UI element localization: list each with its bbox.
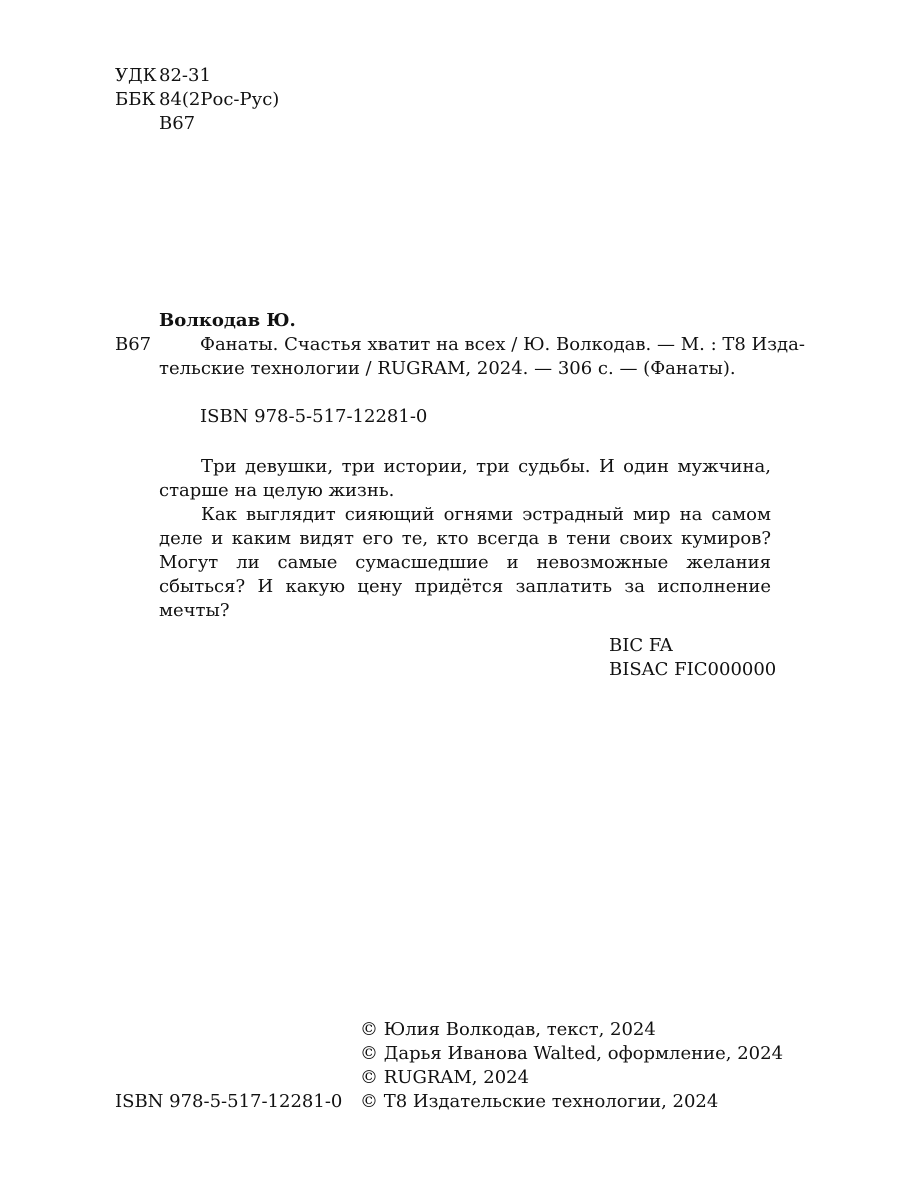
- author-code-line: [115, 112, 279, 136]
- annotation: [159, 455, 771, 623]
- bisac-code: BISAC FIC000000: [609, 659, 777, 680]
- isbn-footer: ISBN 978-5-517-12281-0: [115, 1091, 343, 1112]
- classification-block: [115, 64, 279, 136]
- copyright-line-3: © RUGRAM, 2024: [360, 1067, 530, 1088]
- margin-code: В67: [115, 334, 152, 355]
- copyright-line-2: © Дарья Иванова Walted, оформление, 2024: [360, 1043, 784, 1064]
- bbk-line: [115, 88, 279, 112]
- isbn-record: ISBN 978-5-517-12281-0: [200, 406, 428, 427]
- author-heading: Волкодав Ю.: [159, 310, 296, 331]
- description-line-2: тельские технологии / RUGRAM, 2024. — 306 с. — (Фанаты).: [159, 358, 736, 379]
- description-line-1: Фанаты. Счастья хватит на всех / Ю. Волкодав. — М. : Т8 Изда-: [200, 334, 805, 355]
- bbk-value: 84(2Рос-Рус): [159, 89, 280, 110]
- udk-value: 82-31: [159, 65, 211, 86]
- author-code: В67: [159, 113, 196, 134]
- annotation-paragraph-1: Три девушки, три истории, три судьбы. И один мужчина, старше на целую жизнь.: [159, 456, 771, 501]
- annotation-paragraph-2: Как выглядит сияющий огнями эстрадный мир на самом деле и каким видят его те, кто всегда в тени своих кумиров? Могут ли самые сумасшедшие и невозможные желания сбыться? И какую цену придётся заплатить за исполнение мечты?: [159, 504, 771, 621]
- udk-line: [115, 64, 279, 88]
- udk-label: УДК: [115, 65, 157, 86]
- bic-code: BIC FA: [609, 635, 673, 656]
- copyright-line-1: © Юлия Волкодав, текст, 2024: [360, 1019, 656, 1040]
- subject-codes: [609, 634, 776, 682]
- bbk-label: ББК: [115, 89, 156, 110]
- copyright-block: [360, 1018, 783, 1114]
- copyright-line-4: © Т8 Издательские технологии, 2024: [360, 1091, 719, 1112]
